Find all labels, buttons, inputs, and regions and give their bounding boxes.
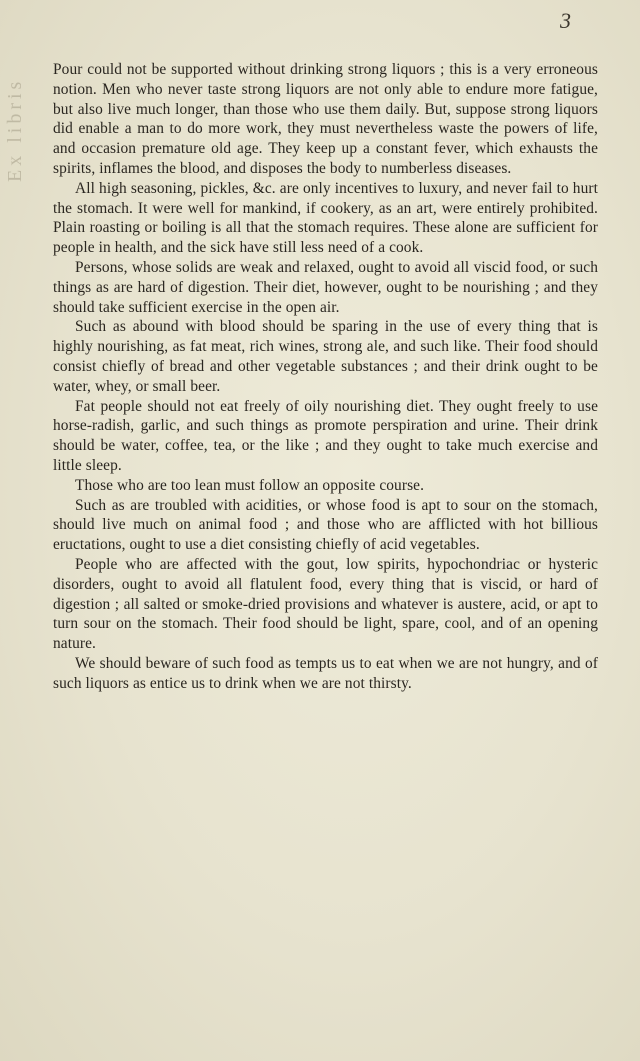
margin-library-stamp: Ex libris [4,77,26,182]
paragraph: People who are affected with the gout, low spirits, hypochondriac or hysteric disorders, ought to avoid all flatulent food, every thing that is viscid, or hard of digestion ; all salted or smoke-dried provisions and whatever is austere, acid, or apt to turn sour on the stomach. Their food should be light, spare, cool, and of an opening nature. [53,555,598,653]
paragraph: Fat people should not eat freely of oily nourishing diet. They ought freely to use horse-radish, garlic, and such things as promote perspiration and urine. Their drink should be water, coffee, tea, or the like ; and they ought to take much exercise and little sleep. [53,397,598,474]
paragraph: All high seasoning, pickles, &c. are only incentives to luxury, and never fail to hurt the stomach. It were well for mankind, if cookery, as an art, were entirely prohibited. Plain roasting or boiling is all that the stomach requires. These alone are sufficient for people in health, and the sick have still less need of a cook. [53,179,598,257]
paragraph: Such as are troubled with acidities, or whose food is apt to sour on the stomach, should live much on animal food ; and those who are afflicted with hot billious eructations, ought to use a diet consisting chiefly of acid vegetables. [53,496,598,554]
paragraph: Those who are too lean must follow an opposite course. [75,476,425,494]
paragraph: Persons, whose solids are weak and relaxed, ought to avoid all viscid food, or such things as are hard of digestion. Their diet, however, ought to be nourishing ; and they should take sufficient exercise in the open air. [53,258,598,316]
paragraph: Such as abound with blood should be sparing in the use of every thing that is highly nourishing, as fat meat, rich wines, strong ale, and such like. Their food should consist chiefly of bread and other vegetable substances ; and their drink ought to be water, whey, or small beer. [53,318,598,395]
paragraph: We should beware of such food as tempts us to eat when we are not hungry, and of such liquors as entice us to drink when we are not thirsty. [53,654,598,692]
page-number: 3 [560,8,571,33]
paragraph: Pour could not be supported without drinking strong liquors ; this is a very erroneous notion. Men who never taste strong liquors are not only able to endure more fatigue, but also live much longer, than those who use them daily. But, suppose strong liquors did enable a man to do more work, they must nevertheless waste the powers of life, and occasion premature old age. They keep up a constant fever, which exhausts the spirits, inflames the blood, and disposes the body to numberless diseases. [53,61,598,177]
body-text [53,60,598,694]
